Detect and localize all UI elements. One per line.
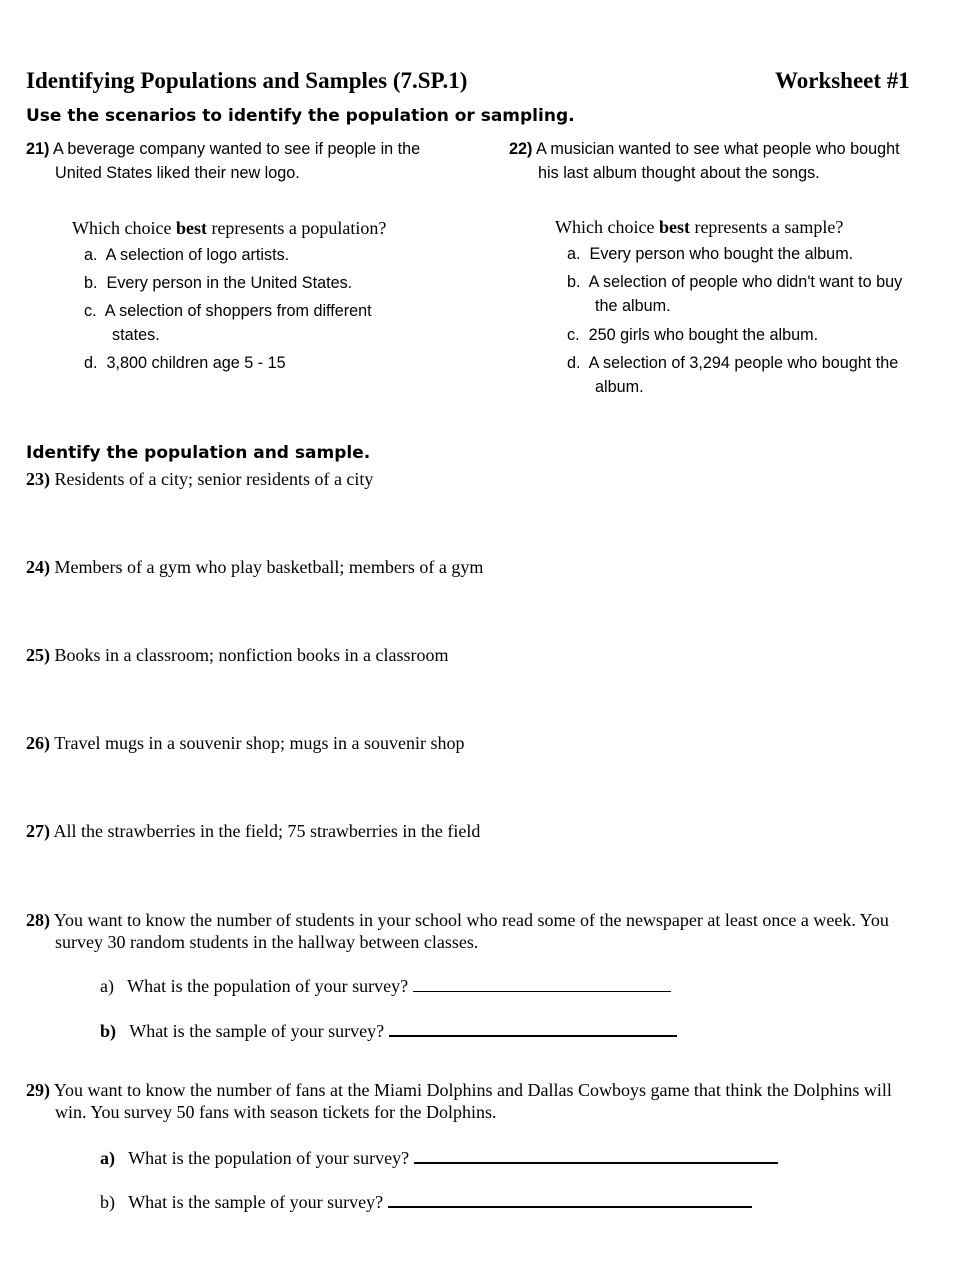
question-text: Books in a classroom; nonfiction books in a classroom	[54, 645, 449, 665]
question-number: 27)	[26, 821, 50, 841]
sub-label: a)	[100, 976, 114, 996]
question-21	[26, 137, 476, 185]
question-26	[26, 732, 465, 754]
choice-letter: b.	[567, 273, 581, 291]
question-number: 22)	[509, 140, 533, 158]
answer-blank[interactable]	[413, 975, 671, 992]
choice-letter: d.	[567, 354, 581, 372]
question-number: 23)	[26, 469, 50, 489]
choice-text: 3,800 children age 5 - 15	[106, 354, 286, 372]
choice-text: A selection of 3,294 people who bought the	[588, 354, 899, 372]
choice-b[interactable]	[84, 271, 444, 299]
choice-letter: c.	[567, 326, 580, 344]
question-28b	[100, 1019, 677, 1042]
choice-c[interactable]	[567, 323, 967, 351]
question-text: Travel mugs in a souvenir shop; mugs in a souvenir shop	[54, 733, 465, 753]
question-number: 25)	[26, 645, 50, 665]
answer-blank[interactable]	[388, 1190, 752, 1208]
sub-question-text: What is the sample of your survey?	[129, 1021, 385, 1041]
sub-label: a)	[100, 1148, 115, 1168]
choice-letter: a.	[567, 245, 581, 263]
question-28a	[100, 975, 671, 997]
choice-d[interactable]	[567, 351, 967, 403]
question-number: 28)	[26, 910, 50, 930]
question-text: All the strawberries in the field; 75 strawberries in the field	[53, 821, 481, 841]
choice-text-line2: album.	[595, 378, 644, 396]
question-text: Residents of a city; senior residents of a city	[54, 469, 374, 489]
answer-blank[interactable]	[414, 1146, 778, 1164]
question-text-line2: his last album thought about the songs.	[538, 164, 820, 182]
question-text-line1: A beverage company wanted to see if people in the	[53, 140, 421, 158]
choice-text: A selection of shoppers from different	[104, 302, 372, 320]
choice-text: 250 girls who bought the album.	[588, 326, 819, 344]
prompt-pre: Which choice	[72, 218, 172, 238]
question-29	[26, 1079, 971, 1123]
question-text-line1: A musician wanted to see what people who bought	[536, 140, 900, 158]
question-27	[26, 820, 480, 842]
page-title: Identifying Populations and Samples (7.SP.1)	[26, 68, 468, 93]
choice-text: A selection of logo artists.	[105, 246, 290, 264]
question-29b	[100, 1190, 752, 1213]
section-heading: Identify the population and sample.	[26, 443, 371, 463]
sub-label: b)	[100, 1192, 115, 1212]
sub-question-text: What is the population of your survey?	[128, 1148, 410, 1168]
choice-letter: b.	[84, 274, 98, 292]
question-number: 29)	[26, 1080, 50, 1100]
question-29a	[100, 1146, 778, 1169]
question-number: 26)	[26, 733, 50, 753]
choice-text-line2: states.	[112, 326, 160, 344]
choice-text-line2: the album.	[595, 297, 671, 315]
sub-label: b)	[100, 1021, 117, 1041]
prompt-pre: Which choice	[555, 217, 655, 237]
question-text-line2: United States liked their new logo.	[55, 164, 300, 182]
question-21-choices	[84, 243, 444, 379]
choice-letter: a.	[84, 246, 98, 264]
question-22-choices	[567, 242, 967, 403]
prompt-post: represents a sample?	[694, 217, 844, 237]
question-text-line1: You want to know the number of fans at the Miami Dolphins and Dallas Cowboys game that think the Dolphins will	[53, 1080, 892, 1100]
prompt-bold: best	[175, 218, 207, 238]
instructions: Use the scenarios to identify the population or sampling.	[26, 106, 575, 126]
question-21-prompt	[72, 217, 386, 239]
question-text-line2: survey 30 random students in the hallway between classes.	[55, 932, 479, 952]
question-22-prompt	[555, 216, 843, 238]
sub-question-text: What is the population of your survey?	[127, 976, 409, 996]
prompt-post: represents a population?	[211, 218, 387, 238]
question-number: 24)	[26, 557, 50, 577]
choice-a[interactable]	[84, 243, 444, 271]
question-23	[26, 468, 373, 490]
answer-blank[interactable]	[389, 1019, 677, 1037]
sub-question-text: What is the sample of your survey?	[128, 1192, 384, 1212]
choice-text: Every person who bought the album.	[589, 245, 854, 263]
question-text-line1: You want to know the number of students in your school who read some of the newspaper at least once a week. You	[53, 910, 889, 930]
choice-letter: c.	[84, 302, 97, 320]
choice-b[interactable]	[567, 270, 967, 323]
worksheet-number: Worksheet #1	[775, 68, 910, 93]
choice-text: A selection of people who didn't want to buy	[588, 273, 903, 291]
prompt-bold: best	[658, 217, 690, 237]
question-28	[26, 909, 971, 953]
choice-text: Every person in the United States.	[106, 274, 353, 292]
question-24	[26, 556, 483, 578]
question-25	[26, 644, 448, 666]
choice-d[interactable]	[84, 351, 444, 379]
question-22	[509, 137, 959, 185]
question-number: 21)	[26, 140, 50, 158]
choice-a[interactable]	[567, 242, 967, 270]
choice-c[interactable]	[84, 299, 444, 351]
choice-letter: d.	[84, 354, 98, 372]
question-text-line2: win. You survey 50 fans with season tickets for the Dolphins.	[55, 1102, 497, 1122]
question-text: Members of a gym who play basketball; members of a gym	[54, 557, 484, 577]
